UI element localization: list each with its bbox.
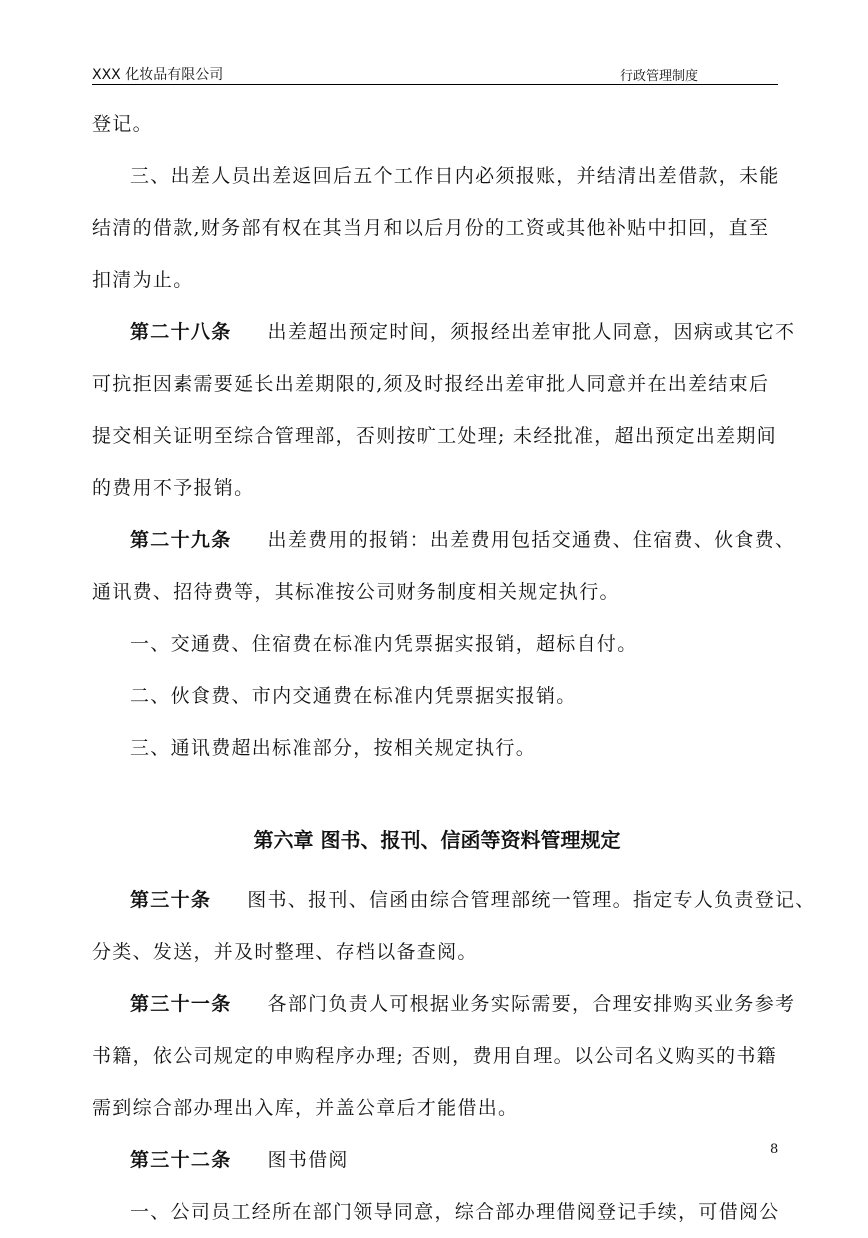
- text-line: 可抗拒因素需要延长出差期限的,须及时报经出差审批人同意并在出差结束后: [92, 373, 770, 395]
- company-name: XXX 化妆品有限公司: [92, 67, 224, 83]
- text-line: 分类、发送，并及时整理、存档以备查阅。: [92, 941, 478, 963]
- document-category: 行政管理制度: [620, 69, 699, 84]
- article-label: 第二十九条: [130, 529, 232, 551]
- article-29: [92, 514, 796, 566]
- article-text: 图书借阅: [267, 1149, 349, 1171]
- text-line: 二、伙食费、市内交通费在标准内凭票据实报销。: [130, 685, 577, 707]
- article-text: 各部门负责人可根据业务实际需要，合理安排购买业务参考: [267, 993, 796, 1015]
- page-header: [92, 64, 778, 85]
- text-line: 登记。: [92, 113, 153, 135]
- document-body: [92, 98, 816, 1238]
- article-label: 第三十二条: [130, 1149, 232, 1171]
- text-line: 需到综合部办理出入库，并盖公章后才能借出。: [92, 1097, 519, 1119]
- article-31: [92, 978, 796, 1030]
- article-label: 第三十条: [130, 889, 212, 911]
- text-line: 提交相关证明至综合管理部，否则按旷工处理; 未经批准，超出预定出差期间: [92, 425, 777, 447]
- article-32: [92, 1134, 782, 1186]
- article-text: 出差超出预定时间，须报经出差审批人同意，因病或其它不: [267, 321, 796, 343]
- page-number: 8: [770, 1142, 779, 1157]
- text-line: 三、通讯费超出标准部分，按相关规定执行。: [130, 737, 537, 759]
- article-30: [92, 874, 816, 926]
- text-line: 书籍，依公司规定的申购程序办理; 否则，费用自理。以公司名义购买的书籍: [92, 1045, 777, 1067]
- text-line: 三、出差人员出差返回后五个工作日内必须报账，并结清出差借款，未能: [130, 165, 780, 187]
- article-text: 出差费用的报销：出差费用包括交通费、住宿费、伙食费、: [267, 529, 796, 551]
- text-line: 一、公司员工经所在部门领导同意，综合部办理借阅登记手续，可借阅公: [130, 1201, 780, 1223]
- article-label: 第三十一条: [130, 993, 232, 1015]
- text-line: 扣清为止。: [92, 269, 194, 291]
- chapter-title: 第六章 图书、报刊、信函等资料管理规定: [253, 828, 621, 852]
- text-line: 结清的借款,财务部有权在其当月和以后月份的工资或其他补贴中扣回，直至: [92, 217, 770, 239]
- text-line: 一、交通费、住宿费在标准内凭票据实报销，超标自付。: [130, 633, 638, 655]
- text-line: 通讯费、招待费等，其标准按公司财务制度相关规定执行。: [92, 581, 620, 603]
- text-line: 的费用不予报销。: [92, 477, 255, 499]
- article-text: 图书、报刊、信函由综合管理部统一管理。指定专人负责登记、: [247, 889, 816, 911]
- article-28: [92, 306, 796, 358]
- article-label: 第二十八条: [130, 321, 232, 343]
